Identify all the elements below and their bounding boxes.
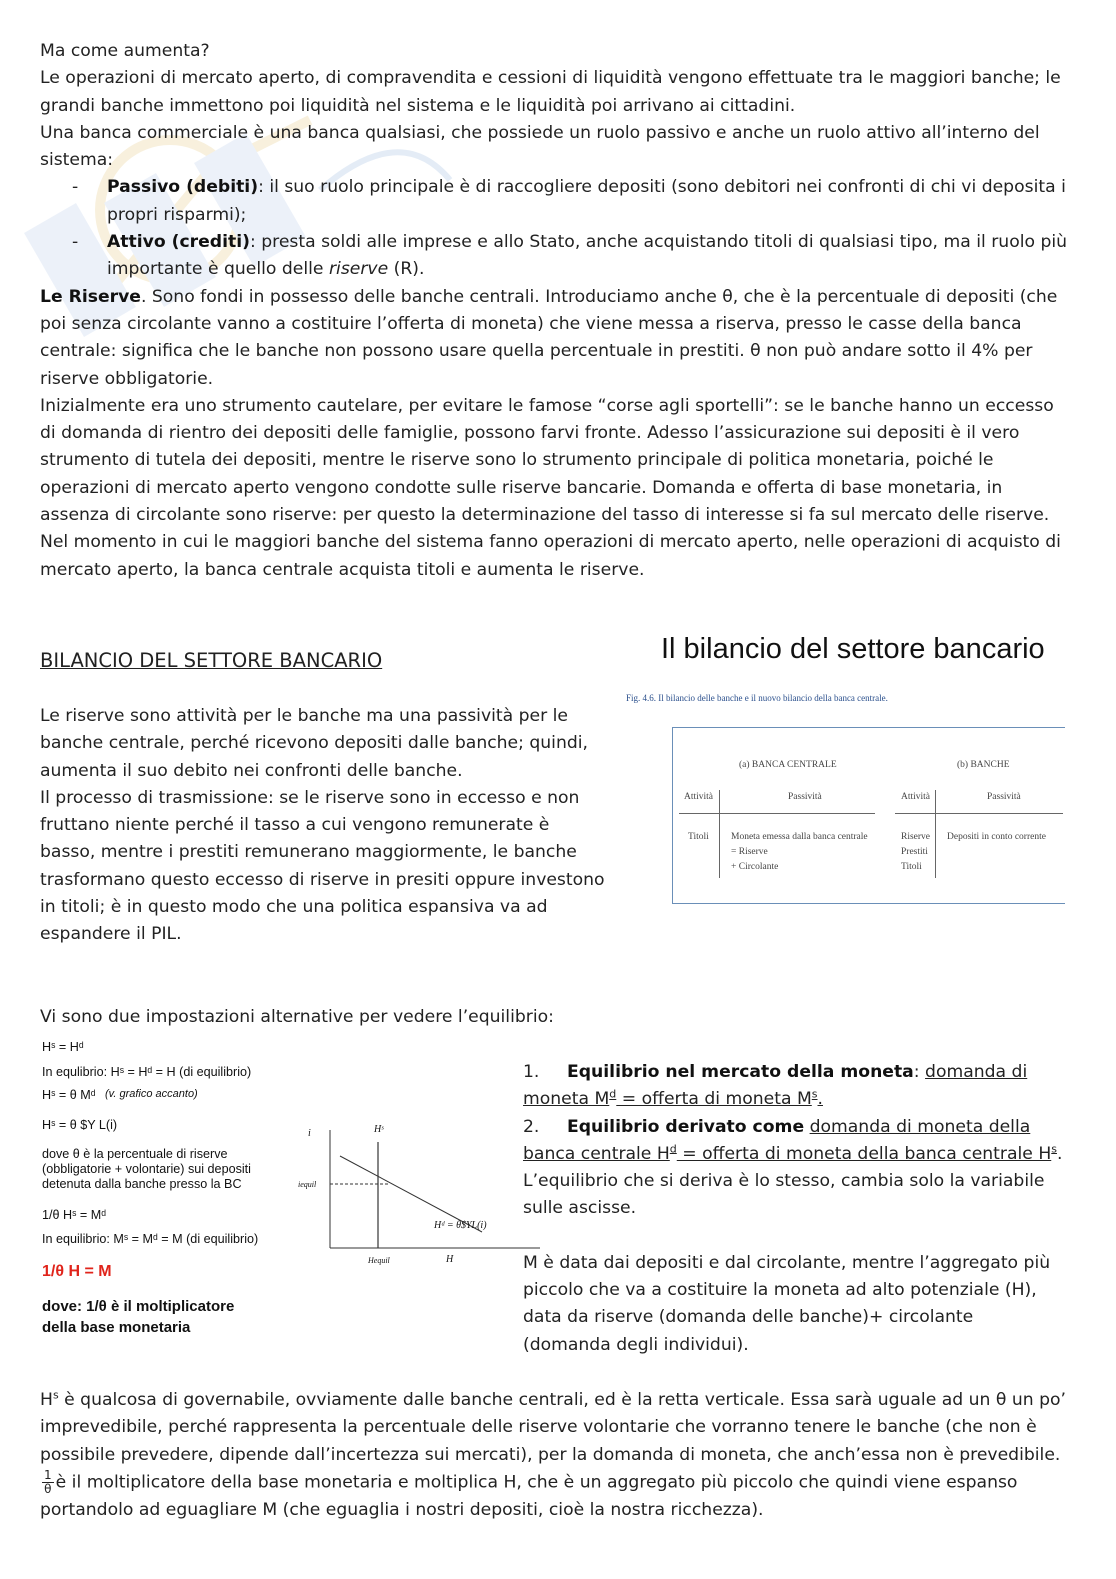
formula-9b: della base monetaria xyxy=(42,1319,191,1336)
item-2-sup-s: s xyxy=(1051,1142,1057,1156)
item-1-sep: : xyxy=(913,1062,926,1082)
banche-title: (b) BANCHE xyxy=(957,760,1010,770)
item-1-num: 1. xyxy=(523,1062,540,1082)
equil-item-1 xyxy=(523,1059,1063,1114)
bc-asset-titoli: Titoli xyxy=(688,832,709,842)
figure-title: Il bilancio del settore bancario xyxy=(661,633,1045,665)
attivo-label: Attivo (crediti) xyxy=(107,232,250,253)
banche-attivita-header: Attività xyxy=(901,792,931,802)
banche-passivita-header: Passività xyxy=(987,792,1021,802)
formula-4: Hˢ = θ $Y L(i) xyxy=(42,1118,118,1132)
formula-6: 1/θ Hˢ = Mᵈ xyxy=(42,1208,106,1222)
item-1-underlined: domanda di moneta M xyxy=(523,1062,1028,1110)
item-2-num: 2. xyxy=(523,1116,540,1137)
passivo-text: : il suo ruolo principale è di raccogliere depositi (sono debitori nei confronti di chi vi deposita i propri risparmi); xyxy=(107,177,1066,225)
formula-9a: dove: 1/θ è il moltiplicatore xyxy=(42,1298,235,1315)
item-1-underlined-2: = offerta di moneta M xyxy=(616,1089,812,1110)
final-text-a: è qualcosa di governabile, ovviamente dalle banche centrali, ed è la retta verticale. Essa sarà uguale ad un θ un po’ imprevedibile, perché rappresenta la percentuale delle riserve volontarie che vorranno tenere le banche (che non è possibile prevedere, dipende dall’incertezza sui mercati), per la domanda di moneta, che anch’essa non è prevedibile. xyxy=(40,1390,1067,1465)
formula-7: In equilibrio: Mˢ = Mᵈ = M (di equilibrio) xyxy=(42,1232,259,1246)
formula-5a: dove θ è la percentuale di riserve xyxy=(42,1147,228,1161)
banche-asset-3: Titoli xyxy=(901,862,922,872)
equil-note: L’equilibrio che si deriva è lo stesso, cambia solo la variabile sulle ascisse. xyxy=(523,1171,1045,1219)
final-text-b: è il moltiplicatore della base monetaria e moltiplica H, che è un aggregato più piccolo che quindi viene espanso portandolo ad eguagliare M (che eguaglia i nostri depositi, cioè la nostra ricchezza). xyxy=(40,1472,1018,1520)
formula-3: Hˢ = θ Mᵈ xyxy=(42,1088,96,1102)
fraction-numerator: 1 xyxy=(44,1467,52,1482)
bc-attivita-header: Attività xyxy=(684,792,714,802)
list-item-passivo: - Passivo (debiti): il suo ruolo principale è di raccogliere depositi (sono debitori nei confronti di chi vi deposita i propri risparmi); xyxy=(72,177,1066,225)
attivo-italic: riserve xyxy=(328,259,389,280)
section-heading: BILANCIO DEL SETTORE BANCARIO xyxy=(40,649,383,672)
graph-label-hequil: Hequil xyxy=(368,1256,390,1265)
item-2-bold: Equilibrio derivato come xyxy=(567,1116,805,1137)
section-paragraph-1: Le riserve sono attività per le banche ma una passività per le banche centrale, perché ricevono depositi dalle banche; quindi, aumenta il suo debito nei confronti delle banche. xyxy=(40,706,589,781)
balance-sheet-figure xyxy=(672,727,1065,904)
final-paragraph xyxy=(40,1387,1070,1524)
banche-asset-2: Prestiti xyxy=(901,847,928,857)
item-1-sup-d: d xyxy=(609,1087,617,1101)
formula-5b: (obbligatorie + volontarie) sui depositi xyxy=(42,1162,251,1176)
graph-label-i: i xyxy=(308,1128,311,1139)
final-h: H xyxy=(40,1390,53,1410)
intro-paragraph-1: Le operazioni di mercato aperto, di compravendita e cessioni di liquidità vengono effettuate tra le maggiori banche; le grandi banche immettono poi liquidità nel sistema e le liquidità poi arrivano ai cittadini. xyxy=(40,68,1061,116)
list-item-attivo: - Attivo (crediti): presta soldi alle imprese e allo Stato, anche acquistando titoli di qualsiasi tipo, ma il ruolo più importante è quello delle riserve (R). xyxy=(72,232,1068,280)
item-2-end: . xyxy=(1056,1143,1063,1164)
fraction-denominator: θ xyxy=(44,1481,52,1496)
bc-liab-3: + Circolante xyxy=(731,862,779,872)
bc-liab-2: = Riserve xyxy=(731,847,768,857)
intro-question: Ma come aumenta? xyxy=(40,41,210,61)
item-2-underlined: domanda di moneta della banca centrale H xyxy=(523,1116,1031,1164)
riserve-text: . Sono fondi in possesso delle banche centrali. Introduciamo anche θ, che è la percentuale di depositi (che poi senza circolante vanno a costituire l’offerta di moneta) che viene messa a riserva, presso le casse della banca centrale: significa che le banche non possono usare quella percentuale in prestiti. θ non può andare sotto il 4% per riserve obbligatorie. xyxy=(40,286,1058,389)
graph-label-hd: Hᵈ = θ$YL(i) xyxy=(434,1220,487,1231)
equil-right-column xyxy=(523,1059,1063,1359)
figure-caption: Fig. 4.6. Il bilancio delle banche e il nuovo bilancio della banca centrale. xyxy=(626,693,888,703)
graph-label-iequil: iequil xyxy=(298,1180,317,1189)
intro-paragraph-3: Inizialmente era uno strumento cautelare, per evitare le famose “corse agli sportelli”: se le banche hanno un eccesso di domanda di rientro dei depositi delle famiglie, possono farvi fronte. Adesso l’assicurazione sui depositi è il vero strumento di tutela dei depositi, mentre le riserve sono lo strumento principale di politica monetaria, poiché le operazioni di mercato aperto vengono condotte sulle riserve bancarie. Domanda e offerta di base monetaria, in assenza di circolante sono riserve: per questo la determinazione del tasso di interesse si fa sul mercato delle riserve. Nel momento in cui le maggiori banche del sistema fanno operazioni di mercato aperto, nelle operazioni di acquisto di mercato aperto, la banca centrale acquista titoli e aumenta le riserve. xyxy=(40,395,1061,580)
formula-1: Hˢ = Hᵈ xyxy=(42,1040,84,1054)
attivo-text-b: (R). xyxy=(388,259,425,280)
formula-2: In equlibrio: Hˢ = Hᵈ = H (di equilibrio) xyxy=(42,1065,252,1079)
item-2-sup-d: d xyxy=(669,1142,677,1156)
final-sup: s xyxy=(52,1388,59,1402)
section-body xyxy=(40,703,608,949)
section-paragraph-2: Il processo di trasmissione: se le riserve sono in eccesso e non fruttano niente perché il tasso a cui vengono remunerate è basso, mentre i prestiti remunerano maggiormente, le banche trasformano questo eccesso di riserve in presiti oppure investono in titoli; è in questo modo che una politica espansiva va ad espandere il PIL. xyxy=(40,787,605,945)
money-market-graph xyxy=(292,1118,552,1278)
banche-asset-1: Riserve xyxy=(901,832,931,842)
equil-item-2 xyxy=(523,1114,1063,1169)
bc-liab-1: Moneta emessa dalla banca centrale xyxy=(731,832,868,842)
equil-m-paragraph: M è data dai depositi e dal circolante, mentre l’aggregato più piccolo che va a costituire la moneta ad alto potenziale (H), data da riserve (domanda delle banche)+ circolante (domanda degli individui). xyxy=(523,1252,1051,1355)
intro-block xyxy=(40,38,1070,584)
item-1-bold: Equilibrio nel mercato della moneta xyxy=(567,1062,914,1082)
bc-passivita-header: Passività xyxy=(788,792,822,802)
equil-intro: Vi sono due impostazioni alternative per vedere l’equilibrio: xyxy=(40,1007,554,1027)
item-2-underlined-2: = offerta di moneta della banca centrale H xyxy=(676,1143,1052,1164)
formula-5c: detenuta dalla banche presso la BC xyxy=(42,1177,242,1191)
intro-paragraph-2: Una banca commerciale è una banca qualsiasi, che possiede un ruolo passivo e anche un ruolo attivo all’interno del sistema: xyxy=(40,122,1040,171)
graph-label-h: H xyxy=(446,1254,454,1265)
riserve-label: Le Riserve xyxy=(40,286,141,307)
item-1-end: . xyxy=(817,1089,823,1110)
fraction-one-over-theta xyxy=(42,1469,54,1496)
item-1-sup-s: s xyxy=(811,1087,818,1101)
riserve-paragraph xyxy=(40,284,1070,393)
bc-title: (a) BANCA CENTRALE xyxy=(739,760,837,770)
banche-liab: Depositi in conto corrente xyxy=(947,832,1046,842)
graph-label-hs: Hˢ xyxy=(374,1124,384,1135)
formula-8: 1/θ H = M xyxy=(42,1263,112,1280)
passivo-label: Passivo (debiti) xyxy=(107,177,259,198)
formula-3-note: (v. grafico accanto) xyxy=(105,1088,198,1100)
attivo-text-a: : presta soldi alle imprese e allo Stato, anche acquistando titoli di qualsiasi tipo, ma il ruolo più importante è quello delle xyxy=(107,232,1068,280)
